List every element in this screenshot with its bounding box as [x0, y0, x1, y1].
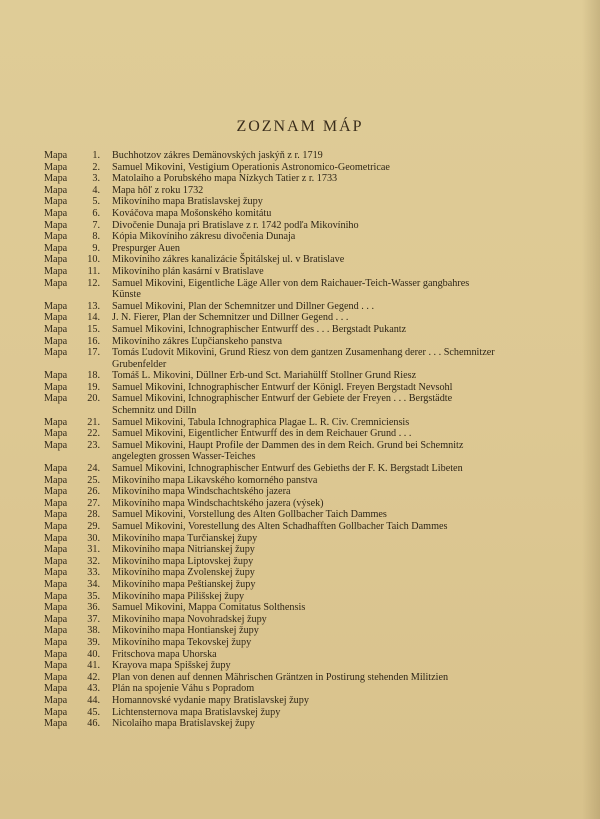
map-label: Mapa: [44, 161, 68, 173]
map-label: Mapa: [44, 555, 68, 567]
map-label: Mapa: [44, 393, 68, 405]
map-number: 21.: [87, 416, 100, 428]
map-number: 30.: [87, 532, 100, 544]
map-label: Mapa: [44, 694, 68, 706]
map-number: 31.: [87, 544, 100, 556]
map-title: Samuel Mikovini, Vestigium Operationis Astronomico-Geometricae: [112, 161, 390, 173]
map-number: 16.: [87, 335, 100, 347]
map-list-item: [44, 533, 584, 545]
map-number: 27.: [87, 497, 100, 509]
map-list-item: [44, 475, 584, 487]
map-number: 42.: [87, 671, 100, 683]
map-number: 26.: [87, 486, 100, 498]
map-title: Divočenie Dunaja pri Bratislave z r. 1742 podľa Mikovíniho: [112, 219, 359, 231]
map-label: Mapa: [44, 648, 68, 660]
map-title: Mikovíniho mapa Windschachtského jazera (výsek): [112, 497, 324, 509]
map-label: Mapa: [44, 428, 68, 440]
map-number: 6.: [92, 207, 100, 219]
map-title: Tomás Ľudovít Mikovini, Grund Riesz von dem gantzen Zusamenhang derer . . . Schemnitzer Grubenfelder: [112, 347, 495, 370]
map-list-item: [44, 150, 584, 162]
map-title: Mikovíniho plán kasární v Bratislave: [112, 265, 264, 277]
map-list-item: [44, 683, 584, 695]
map-label: Mapa: [44, 544, 68, 556]
map-label: Mapa: [44, 300, 68, 312]
map-title: Krayova mapa Spišskej župy: [112, 660, 231, 672]
map-list-item: [44, 567, 584, 579]
map-number: 2.: [92, 161, 100, 173]
map-label: Mapa: [44, 625, 68, 637]
map-label: Mapa: [44, 706, 68, 718]
map-list-item: [44, 498, 584, 510]
map-list-item: [44, 637, 584, 649]
map-label: Mapa: [44, 718, 68, 730]
map-label: Mapa: [44, 207, 68, 219]
map-list-item: [44, 660, 584, 672]
map-label: Mapa: [44, 231, 68, 243]
map-list-item: [44, 718, 584, 730]
map-list-item: [44, 243, 584, 255]
map-title: Tomáš L. Mikovini, Düllner Erb-und Sct. Mariahülff Stollner Grund Riesz: [112, 370, 417, 382]
map-label: Mapa: [44, 602, 68, 614]
map-number: 19.: [87, 381, 100, 393]
map-label: Mapa: [44, 613, 68, 625]
map-title: Kováčova mapa Mošonského komitátu: [112, 207, 272, 219]
map-label: Mapa: [44, 660, 68, 672]
map-list-item: [44, 266, 584, 278]
map-label: Mapa: [44, 521, 68, 532]
map-number: 23.: [87, 439, 100, 451]
map-title: Plán na spojenie Váhu s Popradom: [112, 683, 255, 695]
map-title: Matolaiho a Porubského mapa Nízkych Tatier z r. 1733: [112, 173, 338, 185]
map-label: Mapa: [44, 509, 68, 521]
map-label: Mapa: [44, 486, 68, 498]
map-title: Samuel Mikovini, Haupt Profile der Dammen des in dem Reich. Grund bei Schemnitz angelegten grossen Wasser-Teiches: [112, 439, 464, 463]
map-title: Mikovíniho mapa Zvolenskej župy: [112, 567, 255, 579]
map-title: Samuel Mikovini, Eigentlicher Entwurff des in dem Reichauer Grund . . .: [112, 428, 412, 440]
map-list-item: [44, 301, 584, 313]
map-number: 45.: [87, 706, 100, 718]
map-number: 29.: [87, 521, 100, 532]
map-number: 41.: [87, 660, 100, 672]
map-number: 3.: [92, 173, 100, 185]
map-list-item: [44, 173, 584, 185]
map-list-item: [44, 185, 584, 197]
map-label: Mapa: [44, 416, 68, 428]
map-label: Mapa: [44, 150, 68, 161]
map-title: Mapa hôľ z roku 1732: [112, 184, 204, 196]
map-label: Mapa: [44, 196, 68, 208]
map-label: Mapa: [44, 578, 68, 590]
map-list-item: [44, 208, 584, 220]
map-label: Mapa: [44, 312, 68, 324]
map-title: Samuel Mikovini, Ichnographischer Entwurf der Königl. Freyen Bergstadt Nevsohl: [112, 381, 453, 393]
map-title: Mikovíniho mapa Tekovskej župy: [112, 636, 252, 648]
map-list-item: [44, 428, 584, 440]
map-title: Mikovíniho mapa Peštianskej župy: [112, 578, 256, 590]
map-list-item: [44, 347, 584, 370]
map-number: 9.: [92, 242, 100, 254]
map-list-item: [44, 556, 584, 568]
map-title: Mikovíniho zákres kanalizácie Špitálskej ul. v Bratislave: [112, 254, 345, 266]
map-list-item: [44, 220, 584, 232]
map-list-item: [44, 544, 584, 556]
map-title: Samuel Mikovini, Eigentliche Läge Aller von dem Raichauer-Teich-Wasser gangbahres Künste: [112, 277, 470, 301]
map-list-item: [44, 196, 584, 208]
map-label: Mapa: [44, 567, 68, 579]
map-title: Samuel Mikovini, Vorstellung des Alten Gollbacher Taich Dammes: [112, 509, 387, 521]
map-label: Mapa: [44, 335, 68, 347]
map-label: Mapa: [44, 497, 68, 509]
map-list: [44, 150, 584, 730]
page-title: ZOZNAM MÁP: [236, 118, 364, 135]
map-title: Prespurger Auen: [112, 242, 180, 254]
map-number: 7.: [92, 219, 100, 231]
map-title: Homannovské vydanie mapy Bratislavskej župy: [112, 694, 309, 706]
map-label: Mapa: [44, 636, 68, 648]
map-number: 28.: [87, 509, 100, 521]
map-number: 14.: [87, 312, 100, 324]
map-title: Mikovíniho mapa Turčianskej župy: [112, 532, 258, 544]
map-title: Mikovíniho mapa Pilišskej župy: [112, 590, 245, 602]
map-list-item: [44, 602, 584, 614]
map-title: Nicolaiho mapa Bratislavskej župy: [112, 718, 255, 730]
map-list-item: [44, 672, 584, 684]
map-label: Mapa: [44, 184, 68, 196]
map-label: Mapa: [44, 474, 68, 486]
map-title: Samuel Mikovini, Tabula Ichnographica Plagae L. R. Civ. Cremniciensis: [112, 416, 410, 428]
map-title: Mikovíniho zákres Ľupčianskeho panstva: [112, 335, 283, 347]
map-number: 13.: [87, 300, 100, 312]
map-number: 46.: [87, 718, 100, 730]
map-number: 32.: [87, 555, 100, 567]
map-list-item: [44, 254, 584, 266]
map-title: Mikovíniho mapa Novohradskej župy: [112, 613, 267, 625]
map-list-item: [44, 614, 584, 626]
map-number: 20.: [87, 393, 100, 405]
map-list-item: [44, 336, 584, 348]
map-title: Mikovíniho mapa Bratislavskej župy: [112, 196, 263, 208]
map-list-item: [44, 231, 584, 243]
map-number: 40.: [87, 648, 100, 660]
map-number: 25.: [87, 474, 100, 486]
map-number: 36.: [87, 602, 100, 614]
map-list-item: [44, 579, 584, 591]
map-number: 37.: [87, 613, 100, 625]
map-number: 10.: [87, 254, 100, 266]
map-list-item: [44, 521, 584, 533]
map-title: Samuel Mikovini, Ichnographischer Entwurf der Gebiete der Freyen . . . Bergstädte Schemnitz und Dilln: [112, 393, 453, 417]
map-title: Mikovíniho mapa Liptovskej župy: [112, 555, 254, 567]
map-title: Lichtensternova mapa Bratislavskej župy: [112, 706, 281, 718]
map-number: 15.: [87, 323, 100, 335]
map-list-item: [44, 162, 584, 174]
map-number: 18.: [87, 370, 100, 382]
map-number: 1.: [92, 150, 100, 161]
map-title: Samuel Mikovini, Plan der Schemnitzer und Dillner Gegend . . .: [112, 300, 374, 312]
map-number: 43.: [87, 683, 100, 695]
map-label: Mapa: [44, 590, 68, 602]
map-label: Mapa: [44, 532, 68, 544]
map-list-item: [44, 417, 584, 429]
map-number: 33.: [87, 567, 100, 579]
map-label: Mapa: [44, 347, 68, 359]
map-title: J. N. Fierer, Plan der Schemnitzer und Dillner Gegend . . .: [112, 312, 349, 324]
map-list-item: [44, 278, 584, 301]
map-list-item: [44, 440, 584, 463]
map-number: 22.: [87, 428, 100, 440]
map-list-item: [44, 695, 584, 707]
map-number: 11.: [87, 265, 100, 277]
map-title: Samuel Mikovini, Ichnographischer Entwurff des . . . Bergstadt Pukantz: [112, 323, 407, 335]
map-list-item: [44, 509, 584, 521]
map-list-item: [44, 625, 584, 637]
map-list-item: [44, 393, 584, 416]
map-number: 8.: [92, 231, 100, 243]
map-label: Mapa: [44, 439, 68, 451]
map-label: Mapa: [44, 219, 68, 231]
map-number: 12.: [87, 277, 100, 289]
map-number: 38.: [87, 625, 100, 637]
map-label: Mapa: [44, 265, 68, 277]
map-label: Mapa: [44, 242, 68, 254]
map-title: Buchhotzov zákres Demänovských jaskýň z r. 1719: [112, 150, 323, 161]
map-list-item: [44, 486, 584, 498]
map-title: Plan von denen auf dennen Mährischen Gräntzen in Postirung stehenden Militzien: [112, 671, 449, 683]
map-title: Samuel Mikovini, Vorestellung des Alten Schadhafften Gollbacher Taich Dammes: [112, 521, 448, 532]
map-title: Samuel Mikovini, Ichnographischer Entwurf des Gebieths der F. K. Bergstadt Libeten: [112, 463, 463, 475]
map-list-item: [44, 463, 584, 475]
map-label: Mapa: [44, 671, 68, 683]
map-title: Mikovíniho mapa Nitrianskej župy: [112, 544, 255, 556]
map-list-item: [44, 591, 584, 603]
map-list-item: [44, 324, 584, 336]
map-number: 34.: [87, 578, 100, 590]
map-list-item: [44, 382, 584, 394]
map-list-item: [44, 707, 584, 719]
map-number: 39.: [87, 636, 100, 648]
map-number: 44.: [87, 694, 100, 706]
map-title: Mikovíniho mapa Likavského komorného panstva: [112, 474, 318, 486]
map-label: Mapa: [44, 463, 68, 475]
map-title: Samuel Mikovini, Mappa Comitatus Solthensis: [112, 602, 306, 614]
map-number: 35.: [87, 590, 100, 602]
map-label: Mapa: [44, 173, 68, 185]
map-title: Mikovíniho mapa Hontianskej župy: [112, 625, 259, 637]
map-title: Kópia Mikovíniho zákresu divočenia Dunaja: [112, 231, 296, 243]
map-label: Mapa: [44, 277, 68, 289]
map-label: Mapa: [44, 683, 68, 695]
map-list-item: [44, 370, 584, 382]
map-list-item: [44, 649, 584, 661]
map-label: Mapa: [44, 370, 68, 382]
map-list-item: [44, 312, 584, 324]
map-number: 17.: [87, 347, 100, 359]
map-label: Mapa: [44, 323, 68, 335]
map-number: 24.: [87, 463, 100, 475]
map-number: 4.: [92, 184, 100, 196]
map-title: Fritschova mapa Uhorska: [112, 648, 217, 660]
map-number: 5.: [92, 196, 100, 208]
map-label: Mapa: [44, 254, 68, 266]
map-title: Mikovíniho mapa Windschachtského jazera: [112, 486, 291, 498]
map-label: Mapa: [44, 381, 68, 393]
